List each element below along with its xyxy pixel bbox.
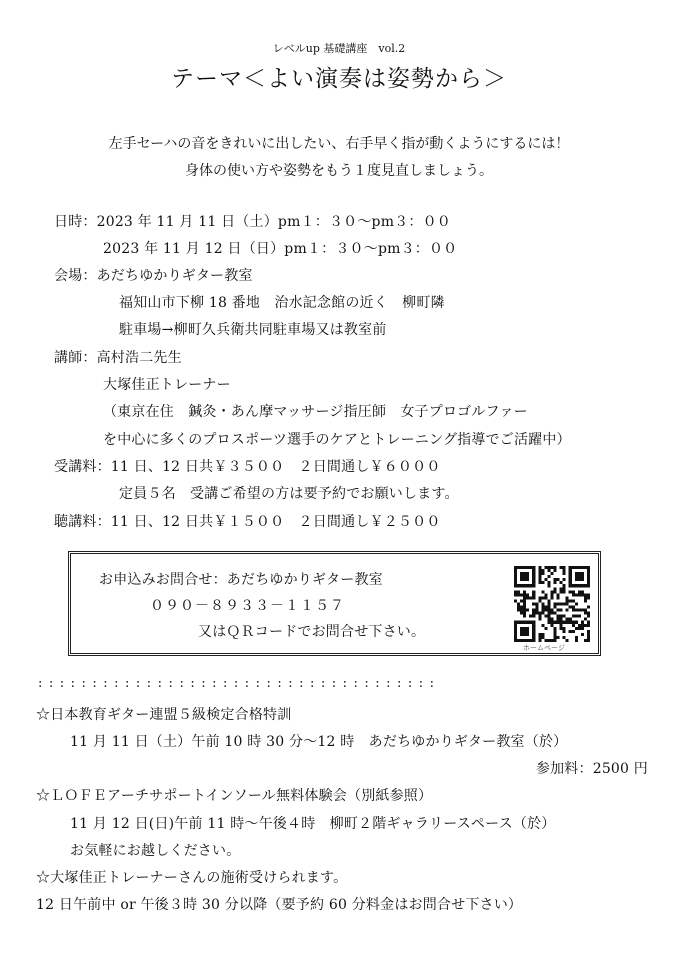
note-detail-3: お気軽にお越しください。 [70, 843, 241, 859]
instructor-bio-1: （東京在住 鍼灸・あん摩マッサージ指圧師 女子プロゴルファー [103, 404, 528, 420]
phone-number[interactable]: ０９０－８９３３－１１５７ [150, 598, 345, 614]
instructor-line-1: 講師：高村浩二先生 [54, 350, 182, 366]
audit-fee-line: 聴講料：11 日、12 日共￥１５００ ２日間通し￥２５００ [54, 514, 441, 530]
instructor-line-2: 大塚佳正トレーナー [103, 377, 231, 393]
contact-line: お申込みお問合せ：あだちゆかりギター教室 [99, 572, 383, 588]
intro-line-2: 身体の使い方や姿勢をもう１度見直しましょう。 [185, 163, 493, 179]
capacity-line: 定員５名 受講ご希望の方は要予約でお願いします。 [119, 486, 459, 502]
note-heading-1: ☆日本教育ギター連盟５級検定合格特訓 [36, 707, 292, 723]
contact-box [68, 551, 601, 656]
parking-line: 駐車場→柳町久兵衛共同駐車場又は教室前 [119, 322, 387, 338]
series-label: レベルup 基礎講座 vol.2 [272, 42, 406, 55]
qr-code[interactable] [514, 566, 590, 642]
address-line: 福知山市下柳 18 番地 治水記念館の近く 柳町隣 [119, 295, 445, 311]
note-heading-3: ☆大塚佳正トレーナーさんの施術受けられます。 [36, 870, 348, 886]
fee-line: 受講料：11 日、12 日共￥３５００ ２日間通し￥６０００ [54, 459, 441, 475]
participation-fee: 参加料：2500 円 [535, 761, 648, 777]
note-detail-4: 12 日午前中 or 午後３時 30 分以降（要予約 60 分料金はお問合せ下さい） [36, 897, 523, 913]
date-line-1: 日時：2023 年 11 月 11 日（土）pm１：３０～pm３：００ [54, 214, 451, 230]
instructor-bio-2: を中心に多くのプロスポーツ選手のケアとトレーニング指導でご活躍中） [103, 432, 571, 448]
qr-instruction: 又はＱＲコードでお問合せ下さい。 [198, 624, 426, 640]
note-heading-2: ☆ＬＯＦＥアーチサポートインソール無料体験会（別紙参照） [36, 788, 433, 804]
page-title: テーマ＜よい演奏は姿勢から＞ [171, 66, 507, 92]
dotted-divider: ::::::::::::::::::::::::::::::::::::: [38, 676, 441, 691]
qr-caption: ホームページ [523, 644, 565, 652]
date-line-2: 2023 年 11 月 12 日（日）pm１：３０～pm３：００ [103, 241, 458, 257]
note-detail-1: 11 月 11 日（土）午前 10 時 30 分～12 時 あだちゆかりギター教室（於） [70, 734, 568, 750]
venue-line: 会場：あだちゆかりギター教室 [54, 268, 253, 284]
note-detail-2: 11 月 12 日(日)午前 11 時～午後４時 柳町２階ギャラリースペース（於） [70, 816, 556, 832]
intro-line-1: 左手セーハの音をきれいに出したい、右手早く指が動くようにするには！ [108, 136, 570, 152]
